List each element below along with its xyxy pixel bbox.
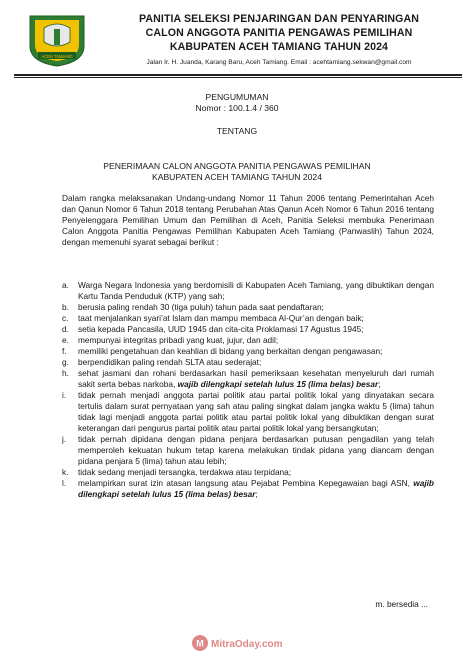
svg-text:M: M	[196, 638, 204, 649]
requirement-item	[62, 280, 434, 302]
requirement-tail: ;	[378, 379, 381, 389]
announcement-title-line-2: KABUPATEN ACEH TAMIANG TAHUN 2024	[151, 172, 322, 182]
announcement-title-line-1: PENERIMAAN CALON ANGGOTA PANITIA PENGAWAS PEMILIHAN	[103, 161, 371, 171]
requirement-letter: i.	[62, 390, 67, 400]
letterhead-line-2: CALON ANGGOTA PANITIA PENGAWAS PEMILIHAN	[145, 27, 413, 39]
letterhead-text	[98, 12, 460, 69]
requirement-text: taat menjalankan syari’at Islam dan mampu membaca Al-Qur’an dengan baik;	[78, 313, 364, 323]
requirement-text: berusia paling rendah 30 (tiga puluh) tahun pada saat pendaftaran;	[78, 302, 324, 312]
letterhead	[14, 8, 462, 78]
requirement-text: berpendidikan paling rendah SLTA atau sederajat;	[78, 357, 262, 367]
letterhead-line-1: PANITIA SELEKSI PENJARINGAN DAN PENYARINGAN	[139, 13, 419, 25]
requirement-letter: d.	[62, 324, 69, 334]
watermark-logo	[190, 632, 310, 654]
requirement-text: setia kepada Pancasila, UUD 1945 dan cita-cita Proklamasi 17 Agustus 1945;	[78, 324, 364, 334]
requirement-letter: h.	[62, 368, 69, 378]
requirement-item	[62, 368, 434, 390]
requirement-emphasis: wajib dilengkapi setelah lulus 15 (lima belas) besar	[78, 478, 434, 499]
letterhead-line-3: KABUPATEN ACEH TAMIANG TAHUN 2024	[169, 41, 389, 53]
requirement-item	[62, 478, 434, 500]
requirement-item	[62, 434, 434, 467]
requirement-text: tidak pernah menjadi anggota partai politik atau partai politik lokal yang dinyatakan secara tertulis dalam surat pernyataan yang sah atau paling singkat dalam jangka waktu 5 (lima) tahun tidak lagi menjadi anggota partai politik atau partai politik lokal yang dibuktikan dengan surat keterangan dari pengurus partai politik atau partai politik lokal yang bersangkutan;	[78, 390, 434, 433]
requirement-text: Warga Negara Indonesia yang berdomisili di Kabupaten Aceh Tamiang, yang dibuktikan dengan Kartu Tanda Penduduk (KTP) yang sah;	[78, 280, 434, 301]
intro-paragraph: Dalam rangka melaksanakan Undang-undang Nomor 11 Tahun 2006 tentang Pemerintahan Aceh dan Qanun Nomor 6 Tahun 2018 tentang Perubahan Atas Qanun Aceh Nomor 6 Tahun 2016 tentang Penyelenggara Pemilihan Umum dan Pemilihan di Aceh, Panitia Seleksi membuka Penerimaan Calon Anggota Panitia Pengawas Pemilihan Kabupaten Aceh Tamiang (Panwaslih) Tahun 2024, dengan memenuhi syarat sebagai berikut :	[62, 193, 434, 247]
requirement-letter: g.	[62, 357, 69, 367]
announcement-about: TENTANG	[216, 126, 258, 136]
requirement-letter: b.	[62, 302, 69, 312]
requirement-letter: f.	[62, 346, 67, 356]
requirement-item	[62, 357, 434, 368]
requirement-text: melampirkan surat izin atasan langsung atau Pejabat Pembina Kepegawaian bagi ASN,	[78, 478, 414, 488]
letterhead-divider-thin	[14, 77, 462, 78]
requirement-item	[62, 302, 434, 313]
logo-text: ACEH TAMIANG	[41, 53, 73, 59]
watermark-text: MitraOday.com	[211, 639, 283, 650]
letterhead-divider-thick	[14, 74, 462, 76]
requirement-letter: a.	[62, 280, 69, 290]
requirement-item	[62, 313, 434, 324]
requirement-letter: c.	[62, 313, 69, 323]
requirement-item	[62, 346, 434, 357]
requirement-text: tidak sedang menjadi tersangka, terdakwa atau terpidana;	[78, 467, 292, 477]
requirements-list	[62, 280, 434, 500]
requirement-text: tidak pernah dipidana dengan pidana penjara berdasarkan putusan pengadilan yang telah memperoleh kekuatan hukum tetap karena melakukan tindak pidana yang diancam dengan pidana penjara 5 (lima) tahun atau lebih;	[78, 434, 434, 466]
closing-continuation: m. bersedia ...	[375, 599, 428, 609]
announcement-number: Nomor : 100.1.4 / 360	[195, 103, 279, 113]
letterhead-address: Jalan Ir. H. Juanda, Karang Baru, Aceh Tamiang. Email : acehtamiang.sekwan@gmail.com	[146, 59, 412, 66]
requirement-letter: l.	[62, 478, 67, 488]
requirement-letter: e.	[62, 335, 69, 345]
requirement-item	[62, 324, 434, 335]
requirement-item	[62, 390, 434, 434]
requirement-text: mempunyai integritas pribadi yang kuat, jujur, dan adil;	[78, 335, 279, 345]
requirement-item	[62, 335, 434, 346]
announcement-heading: PENGUMUMAN	[205, 92, 269, 102]
aceh-tamiang-emblem-logo	[24, 12, 90, 68]
requirement-text: sehat jasmani dan rohani berdasarkan hasil pemeriksaan kesehatan menyeluruh dari rumah sakit serta bebas narkoba,	[78, 368, 434, 389]
requirement-emphasis: wajib dilengkapi setelah lulus 15 (lima belas) besar	[177, 379, 379, 389]
requirement-letter: k.	[62, 467, 69, 477]
requirement-text: memiliki pengetahuan dan keahlian di bidang yang berkaitan dengan pengawasan;	[78, 346, 383, 356]
requirement-item	[62, 467, 434, 478]
requirement-letter: j.	[62, 434, 67, 444]
requirement-tail: ;	[255, 489, 258, 499]
